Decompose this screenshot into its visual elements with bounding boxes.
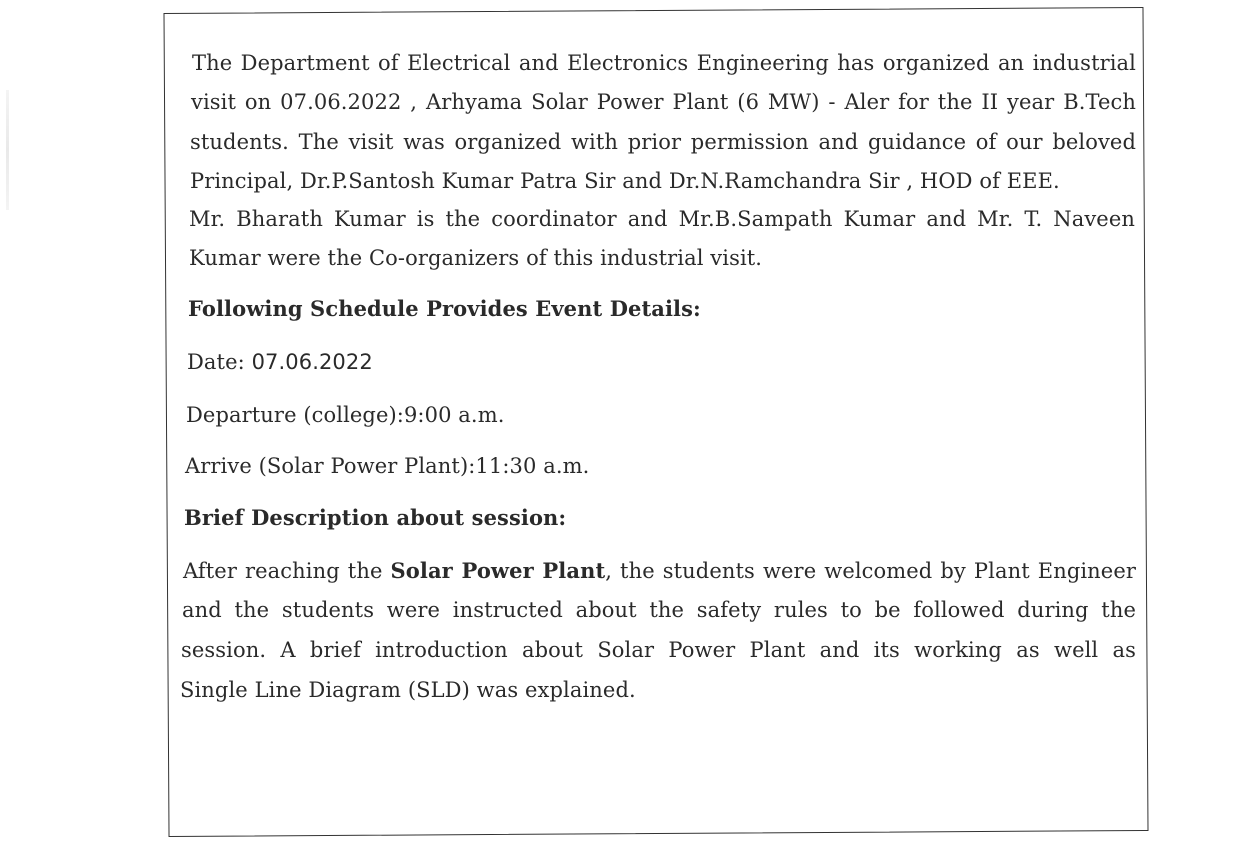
intro-line-1: The Department of Electrical and Electronics Engineering has organized an industrial <box>192 51 1136 75</box>
schedule-arrive: Arrive (Solar Power Plant):11:30 a.m. <box>185 454 590 478</box>
schedule-date <box>187 349 373 375</box>
intro-line-6: Kumar were the Co-organizers of this industrial visit. <box>189 246 763 270</box>
session-line-1-post: , the students were welcomed by Plant Engineer <box>605 559 1137 583</box>
intro-line-4: Principal, Dr.P.Santosh Kumar Patra Sir and Dr.N.Ramchandra Sir , HOD of EEE. <box>190 169 1060 193</box>
intro-line-5: Mr. Bharath Kumar is the coordinator and Mr.B.Sampath Kumar and Mr. T. Naveen <box>189 207 1135 231</box>
intro-line-3: students. The visit was organized with prior permission and guidance of our beloved <box>190 130 1136 154</box>
session-line-4: Single Line Diagram (SLD) was explained. <box>180 678 636 702</box>
schedule-heading: Following Schedule Provides Event Details: <box>188 296 701 321</box>
date-value: 07.06.2022 <box>251 350 373 374</box>
session-line-2: and the students were instructed about the safety rules to be followed during the <box>182 598 1136 622</box>
date-label: Date: <box>187 350 252 374</box>
session-line-1-bold: Solar Power Plant <box>390 558 606 583</box>
session-heading: Brief Description about session: <box>184 505 567 530</box>
session-line-3: session. A brief introduction about Solar Power Plant and its working as well as <box>181 638 1136 662</box>
session-line-1-pre: After reaching the <box>183 559 391 583</box>
schedule-departure: Departure (college):9:00 a.m. <box>186 403 505 427</box>
scan-edge-shadow <box>6 90 9 210</box>
session-line-1 <box>183 558 1136 584</box>
intro-line-2: visit on 07.06.2022 , Arhyama Solar Power Plant (6 MW) - Aler for the II year B.Tech <box>191 90 1136 114</box>
